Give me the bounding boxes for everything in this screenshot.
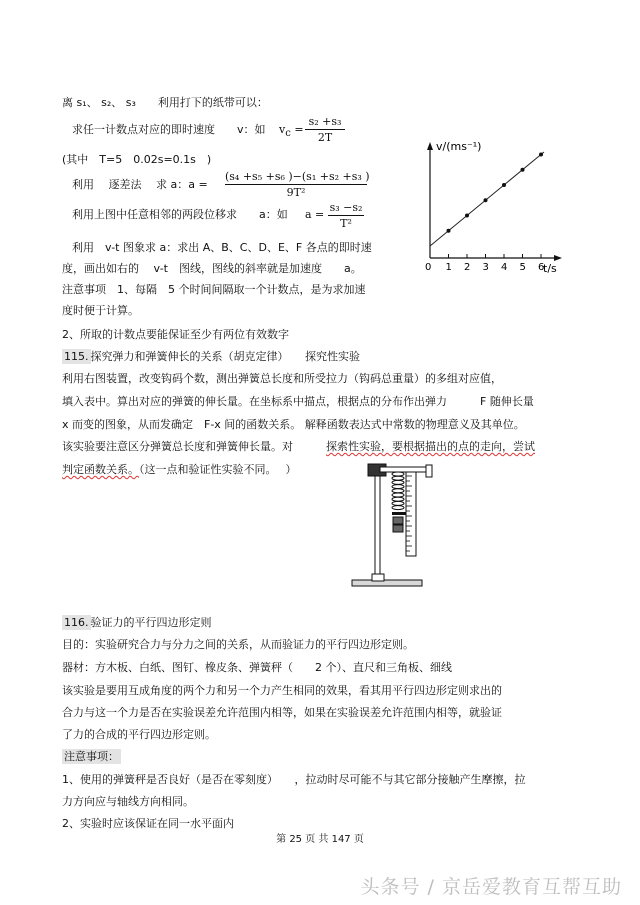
s115-para-5 [62, 463, 297, 477]
vt-graph [418, 134, 568, 274]
crossbar [380, 467, 430, 472]
x-ticks [446, 254, 545, 273]
s116-para-3: 该实验是要用互成角度的两个力和另一个力产生相同的效果，看其用平行四边形定则求出的 [62, 684, 502, 697]
data-point [539, 152, 543, 156]
fraction-vc: s₂ +s₃ 2T [305, 115, 345, 144]
watermark: 头条号 / 京岳爱教育互帮互助 [360, 876, 622, 898]
fraction-a-diff: (s₄ +s₅ +s₆ )−(s₁ +s₂ +s₃ ) 9T² [225, 170, 370, 199]
s116-para-5: 了力的合成的平行四边形定则。 [62, 728, 216, 741]
s115-para-4-b: 探索性实验，要根据描出的点的走向，尝试 [326, 440, 535, 453]
x-axis-arrow [554, 255, 562, 261]
heading-116-number: 116. [64, 616, 89, 629]
a-symbol: a = [305, 208, 325, 221]
s116-note-3: 2、实验时应该保证在同一水平面内 [62, 817, 234, 830]
stand-pole [375, 470, 380, 574]
stand-foot [372, 574, 384, 581]
x-tick-label: 3 [482, 262, 489, 273]
spring-coil [392, 493, 404, 497]
s115-para-1: 利用右图装置，改变钩码个数，测出弹簧总长度和所受拉力（钩码总重量）的多组对应值， [62, 372, 502, 385]
hook-weight-2 [393, 525, 403, 532]
crossbar-end [426, 465, 432, 477]
hook-weight-1 [393, 517, 403, 524]
s116-para-2: 器材：方木板、白纸、图钉、橡皮条、弹簧秤（ 2 个）、直尺和三角板、细线 [62, 661, 452, 674]
text-line-9: 度时便于计算。 [62, 304, 139, 317]
s115-para-4 [62, 440, 535, 454]
y-axis-arrow [427, 142, 433, 150]
text-line-7: 度，画出如右的 v-t 图线，图线的斜率就是加速度 a。 [62, 262, 362, 275]
text-line-2: 求任一计数点对应的即时速度 v：如 [72, 123, 266, 136]
spring-coil [392, 476, 404, 480]
y-axis-label: v/(ms⁻¹) [436, 140, 482, 153]
x-tick-label: 4 [501, 262, 508, 273]
stand-base [352, 580, 422, 586]
spring-coil [392, 485, 404, 489]
spring-coil [392, 497, 404, 501]
text-line-6: 利用 v-t 图象求 a：求出 A、B、C、D、E、F 各点的即时速 [72, 241, 372, 254]
heading-115-text: 探究弹力和弹簧伸长的关系（胡克定律） 探究性实验 [90, 350, 360, 363]
s116-note-2: 力方向应与轴线方向相同。 [62, 795, 194, 808]
s116-para-1: 目的：实验研究合力与分力之间的关系，从而验证力的平行四边形定则。 [62, 638, 414, 651]
text-line-5: 利用上图中任意相邻的两段位移求 a：如 [72, 208, 288, 221]
s115-para-3: x 而变的图象，从而发确定 F-x 间的函数关系。 解释函数表达式中常数的物理意义及其单位。 [62, 418, 525, 431]
x-tick-label: 1 [445, 262, 452, 273]
data-point [521, 168, 525, 172]
spring-pointer [392, 512, 406, 515]
x-tick-label: 2 [464, 262, 471, 273]
heading-115 [62, 350, 360, 364]
spring-coil [392, 472, 404, 476]
spring [392, 472, 404, 510]
s115-para-4-a: 该实验要注意区分弹簧总长度和弹簧伸长量。对 [62, 440, 326, 453]
scale-ruler [406, 472, 416, 556]
x-tick-label: 6 [538, 262, 545, 273]
data-point [447, 229, 451, 233]
data-point [465, 213, 469, 217]
spring-coil [392, 501, 404, 505]
data-point [484, 198, 488, 202]
s115-para-2: 填入表中。算出对应的弹簧的伸长量。在坐标系中描点，根据点的分布作出弹力 F 随伸长量 [62, 395, 534, 408]
heading-115-number: 115. [64, 350, 89, 363]
spring-coil [392, 489, 404, 493]
s116-notes-title: 注意事项： [64, 750, 119, 763]
s115-para-5-a: 判定函数关系。 [62, 463, 139, 476]
x-tick-label: 5 [519, 262, 526, 273]
vc-symbol: $v_c$ = [279, 123, 304, 140]
origin-label: 0 [425, 262, 432, 273]
spring-apparatus-diagram [350, 462, 460, 597]
s116-para-4: 合力与这一个力是否在实验误差允许范围内相等，如果在实验误差允许范围内相等，就验证 [62, 706, 502, 719]
text-line-3: (其中 T=5 0.02s=0.1s ) [62, 153, 212, 166]
data-point [502, 183, 506, 187]
s116-note-1: 1、使用的弹簧秤是否良好（是否在零刻度） ，拉动时尽可能不与其它部分接触产生摩擦，拉 [62, 773, 526, 786]
page-footer: 第 25 页 共 147 页 [276, 834, 364, 845]
spring-coil [392, 506, 404, 510]
heading-116 [62, 616, 212, 630]
x-axis-label: t/s [543, 262, 557, 274]
text-line-4: 利用 逐差法 求 a：a = [72, 178, 208, 191]
text-line-8: 注意事项 1、每隔 5 个时间间隔取一个计数点，是为求加速 [62, 283, 366, 296]
text-line-1: 离 s₁、 s₂、 s₃ 利用打下的纸带可以： [62, 96, 268, 109]
heading-116-text: 验证力的平行四边形定则 [90, 616, 212, 629]
text-line-10: 2、所取的计数点要能保证至少有两位有效数字 [62, 328, 289, 341]
spring-coil [392, 480, 404, 484]
fraction-a-adjacent: s₃ −s₂ T² [329, 201, 363, 230]
s115-para-5-b: （这一点和验证性实验不同。 ） [139, 463, 297, 476]
